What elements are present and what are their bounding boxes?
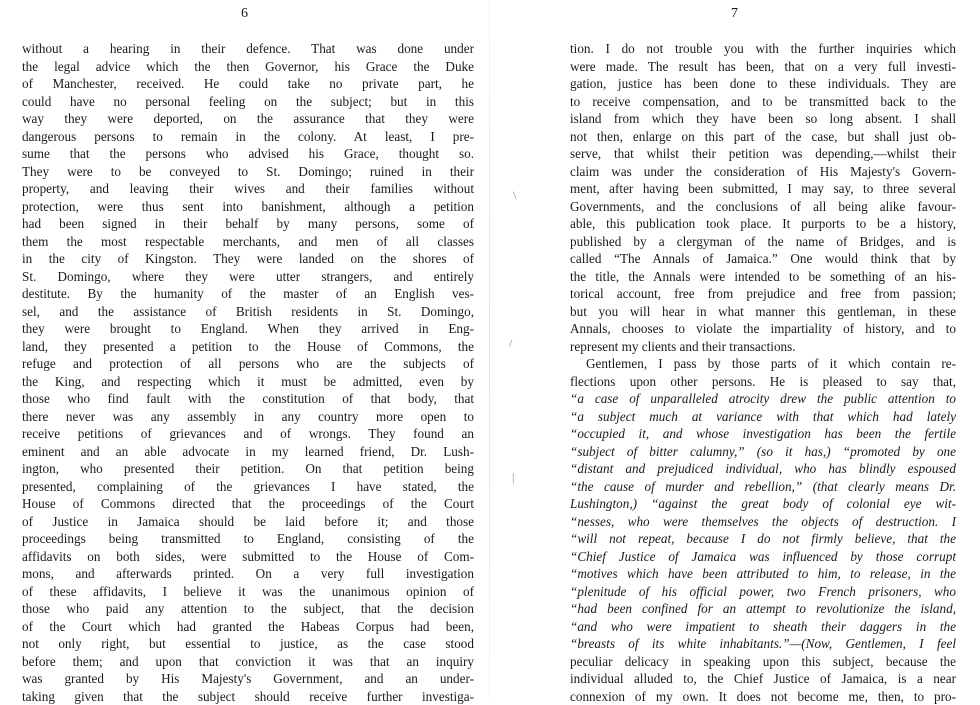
text-line: “subject of bitter calumny,” (so it has,) “promoted by one — [570, 443, 956, 461]
text-line: torical account, free from prejudice and free from passion; — [570, 285, 956, 303]
page-number: 7 — [490, 6, 980, 22]
text-line: Governments, and the conclusions of all being alike favour- — [570, 198, 956, 216]
text-line: land, they presented a petition to the House of Commons, the — [22, 338, 474, 356]
text-line: able, this publication took place. It purports to be a history, — [570, 215, 956, 233]
text-line: gation, justice has been done to these individuals. They are — [570, 75, 956, 93]
text-line: refuge and protection of all persons who are the subjects of — [22, 355, 474, 373]
text-line: of these affidavits, I believe it was the unanimous opinion of — [22, 583, 474, 601]
text-line: the legal advice which the then Governor, his Grace the Duke — [22, 58, 474, 76]
text-column — [570, 40, 956, 705]
text-line: taking given that the subject should receive further investiga- — [22, 688, 474, 705]
text-line: claim was under the consideration of His Majesty's Govern- — [570, 163, 956, 181]
text-line: peculiar delicacy in speaking upon this subject, because the — [570, 653, 956, 671]
text-line: “will not repeat, because I do not firmly believe, that the — [570, 530, 956, 548]
text-line: “Chief Justice of Jamaica was influenced by those corrupt — [570, 548, 956, 566]
text-line: dangerous persons to remain in the colony. At least, I pre- — [22, 128, 474, 146]
text-line: destitute. By the humanity of the master of an English ves- — [22, 285, 474, 303]
text-line: the King, and respecting which it must be admitted, even by — [22, 373, 474, 391]
text-line: published by a clergyman of the name of Bridges, and is — [570, 233, 956, 251]
text-line: eminent and an able advocate in my learned friend, Dr. Lush- — [22, 443, 474, 461]
page-number: 6 — [0, 6, 490, 22]
text-line: They were to be conveyed to St. Domingo; ruined in their — [22, 163, 474, 181]
text-line: property, and leaving their wives and their families without — [22, 180, 474, 198]
text-line: receive petitions of grievances and of wrongs. They found an — [22, 425, 474, 443]
text-line: the title, the Annals were intended to be something of an his- — [570, 268, 956, 286]
text-line: affidavits on both sides, were submitted to the House of Com- — [22, 548, 474, 566]
text-line: “had been confined for an attempt to revolutionize the island, — [570, 600, 956, 618]
text-line: “occupied it, and whose investigation has been the fertile — [570, 425, 956, 443]
text-line: before them; and upon that conviction it was that an inquiry — [22, 653, 474, 671]
text-line: they were brought to England. When they arrived in Eng- — [22, 320, 474, 338]
text-line: “the cause of murder and rebellion,” (that clearly means Dr. — [570, 478, 956, 496]
text-line: to receive compensation, and to be transmitted back to the — [570, 93, 956, 111]
text-line: individual alluded to, the Chief Justice of Jamaica, is a near — [570, 670, 956, 688]
left-page — [0, 0, 490, 698]
text-line: those who find fault with the constitution of that body, that — [22, 390, 474, 408]
text-line: Annals, chooses to violate the impartiality of history, and to — [570, 320, 956, 338]
text-line: not then, enlarge on this part of the case, but shall just ob- — [570, 128, 956, 146]
gutter-pencil-mark: / — [509, 336, 512, 351]
text-line: flections upon other persons. He is pleased to say that, — [570, 373, 956, 391]
text-line: represent my clients and their transactions. — [570, 338, 956, 356]
text-line: sume that the persons who advised his Grace, thought so. — [22, 145, 474, 163]
text-line: “a case of unparalleled atrocity drew the public attention to — [570, 390, 956, 408]
text-line: presented, complaining of the grievances I have stated, the — [22, 478, 474, 496]
text-line: protection, were thus sent into banishment, although a petition — [22, 198, 474, 216]
text-line: there never was any assembly in any country more open to — [22, 408, 474, 426]
text-line: serve, that whilst their petition was depending,—whilst their — [570, 145, 956, 163]
text-line: of the Court which had granted the Habeas Corpus had been, — [22, 618, 474, 636]
text-line: in the city of Kingston. They were landed on the shores of — [22, 250, 474, 268]
text-line: way they were deported, on the assurance that they were — [22, 110, 474, 128]
gutter-pencil-mark: \ — [513, 188, 516, 203]
text-line: proceedings being transmitted to England, consisting of the — [22, 530, 474, 548]
text-line: Lushington,) “against the great body of colonial eye wit- — [570, 495, 956, 513]
text-line: island from which they have been so long absent. I shall — [570, 110, 956, 128]
gutter-pencil-mark: | — [512, 470, 514, 485]
text-line: Gentlemen, I pass by those parts of it which contain re- — [570, 355, 956, 373]
text-line: of Manchester, received. He could take no private part, he — [22, 75, 474, 93]
text-line: ington, who presented their petition. On that petition being — [22, 460, 474, 478]
text-line: “distant and prejudiced individual, who has blindly espoused — [570, 460, 956, 478]
text-line: tion. I do not trouble you with the further inquiries which — [570, 40, 956, 58]
text-line: “motives which have been attributed to him, to release, in the — [570, 565, 956, 583]
text-line: “and who were impatient to sheath their daggers in the — [570, 618, 956, 636]
text-line: mons, and afterwards printed. On a very full investigation — [22, 565, 474, 583]
text-line: were made. The result has been, that on a very full investi- — [570, 58, 956, 76]
text-line: but you will hear in what manner this gentleman, in these — [570, 303, 956, 321]
text-line: not only right, but essential to justice, as the case stood — [22, 635, 474, 653]
text-line: “breasts of its white inhabitants.”—(Now, Gentlemen, I feel — [570, 635, 956, 653]
text-line: ment, after having been submitted, I may say, to three several — [570, 180, 956, 198]
text-line: “nesses, who were themselves the objects of destruction. I — [570, 513, 956, 531]
text-line: St. Domingo, where they were utter strangers, and entirely — [22, 268, 474, 286]
text-line: sel, and the assistance of British residents in St. Domingo, — [22, 303, 474, 321]
text-line: called “The Annals of Jamaica.” One would think that by — [570, 250, 956, 268]
text-line: those who paid any attention to the subject, that the decision — [22, 600, 474, 618]
text-line: House of Commons directed that the proceedings of the Court — [22, 495, 474, 513]
text-line: “plenitude of his official power, two French prisoners, who — [570, 583, 956, 601]
text-line: connexion of my own. It does not become me, then, to pro- — [570, 688, 956, 705]
right-page — [490, 0, 980, 698]
text-line: them the most respectable merchants, and men of all classes — [22, 233, 474, 251]
text-line: could have no personal feeling on the subject; but in this — [22, 93, 474, 111]
text-line: had been signed in their behalf by many persons, some of — [22, 215, 474, 233]
text-line: without a hearing in their defence. That was done under — [22, 40, 474, 58]
text-line: was granted by His Majesty's Government, and an under- — [22, 670, 474, 688]
text-line: “a subject much at variance with that which had lately — [570, 408, 956, 426]
text-column — [22, 40, 474, 705]
text-line: of Justice in Jamaica should be laid before it; and those — [22, 513, 474, 531]
